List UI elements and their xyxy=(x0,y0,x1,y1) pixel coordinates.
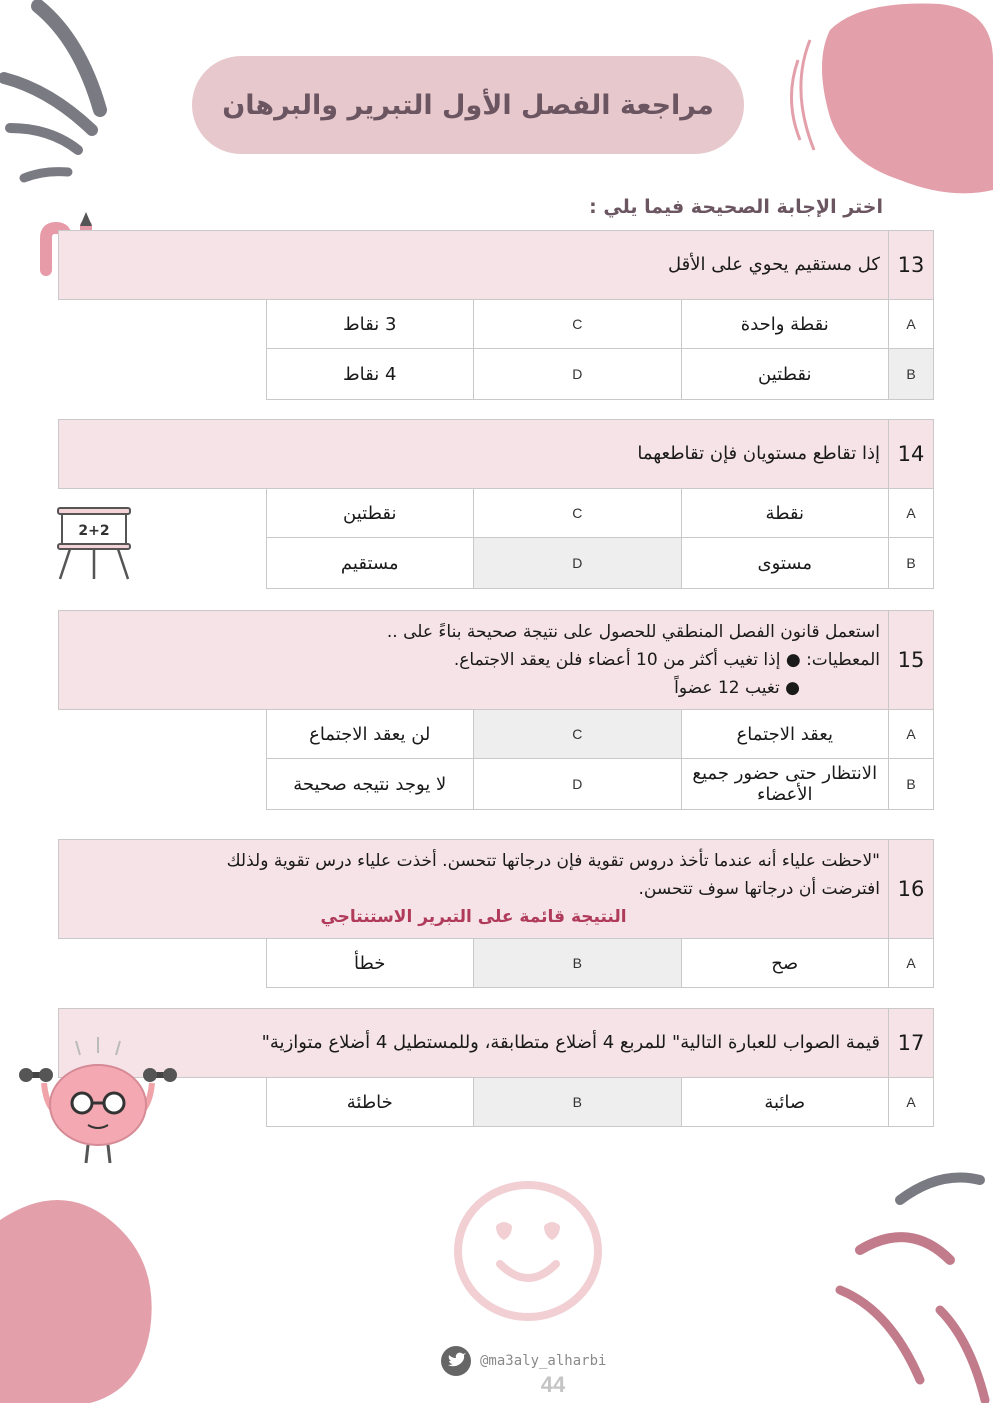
option-letter-d: D xyxy=(474,759,682,810)
easel-board-icon xyxy=(56,505,132,581)
option-a[interactable]: صائبة xyxy=(681,1078,889,1127)
page-number: 44 xyxy=(540,1372,566,1397)
twitter-icon[interactable] xyxy=(440,1345,472,1377)
option-letter-b: B xyxy=(889,349,934,400)
question-emphasis: النتيجة قائمة على التبرير الاستنتاجي xyxy=(320,907,627,927)
option-letter-a: A xyxy=(889,300,934,349)
option-letter-c: C xyxy=(474,489,682,538)
option-a[interactable]: نقطة xyxy=(681,489,889,538)
question-number: 17 xyxy=(889,1009,934,1078)
question-number: 13 xyxy=(889,231,934,300)
page-title: مراجعة الفصل الأول التبرير والبرهان xyxy=(222,89,714,121)
option-letter-c: C xyxy=(474,300,682,349)
option-letter-a: A xyxy=(889,710,934,759)
question-15-table xyxy=(58,610,934,810)
question-number: 14 xyxy=(889,420,934,489)
question-text: قيمة الصواب للعبارة التالية" للمربع 4 أضلاع متطابقة، وللمستطيل 4 أضلاع متوازية" xyxy=(59,1009,889,1078)
title-banner xyxy=(192,56,744,154)
option-letter-a: A xyxy=(889,489,934,538)
option-d[interactable]: مستقيم xyxy=(266,538,474,589)
question-text: "لاحظت علياء أنه عندما تأخذ دروس تقوية فإن درجاتها تتحسن. أخذت علياء درس تقوية ولذلك افترضت أن درجاتها سوف تتحسن. النتيجة قائمة على التبرير الاستنتاجي xyxy=(59,840,889,939)
option-b[interactable]: خطأ xyxy=(266,939,474,988)
question-13-table xyxy=(58,230,934,400)
option-b[interactable]: مستوى xyxy=(681,538,889,589)
question-number: 15 xyxy=(889,611,934,710)
option-a[interactable]: نقطة واحدة xyxy=(681,300,889,349)
option-letter-a: A xyxy=(889,1078,934,1127)
option-b[interactable]: نقطتين xyxy=(681,349,889,400)
question-16-table xyxy=(58,839,934,988)
option-a[interactable]: يعقد الاجتماع xyxy=(681,710,889,759)
option-letter-b: B xyxy=(889,759,934,810)
option-b[interactable]: الانتظار حتى حضور جميع الأعضاء xyxy=(681,759,889,810)
question-text: كل مستقيم يحوي على الأقل xyxy=(59,231,889,300)
option-b[interactable]: خاطئة xyxy=(266,1078,474,1127)
option-d[interactable]: 4 نقاط xyxy=(266,349,474,400)
top-right-blob-decoration xyxy=(770,0,993,200)
easel-text: 2+2 xyxy=(78,523,110,539)
option-letter-c: C xyxy=(474,710,682,759)
question-text: استعمل قانون الفصل المنطقي للحصول على نتيجة صحيحة بناءً على .. المعطيات: ● إذا تغيب أكثر من 10 أعضاء فلن يعقد الاجتماع. ● تغيب 12 عضواً xyxy=(59,611,889,710)
top-left-strokes-decoration xyxy=(0,0,140,200)
option-c[interactable]: 3 نقاط xyxy=(266,300,474,349)
bottom-right-strokes-decoration xyxy=(820,1160,993,1403)
question-17-table xyxy=(58,1008,934,1127)
bottom-left-blob-decoration xyxy=(0,1180,180,1403)
question-14-table xyxy=(58,419,934,589)
smiley-face-icon xyxy=(452,1180,604,1322)
option-letter-d: D xyxy=(474,349,682,400)
question-number: 16 xyxy=(889,840,934,939)
option-letter-d: D xyxy=(474,538,682,589)
brain-mascot-icon xyxy=(16,1035,181,1170)
option-d[interactable]: لا يوجد نتيجه صحيحة xyxy=(266,759,474,810)
social-handle[interactable]: @ma3aly_alharbi xyxy=(480,1353,607,1369)
question-text: إذا تقاطع مستويان فإن تقاطعهما xyxy=(59,420,889,489)
option-letter-a: A xyxy=(889,939,934,988)
option-letter-b: B xyxy=(474,1078,682,1127)
option-letter-b: B xyxy=(474,939,682,988)
option-c[interactable]: نقطتين xyxy=(266,489,474,538)
option-letter-b: B xyxy=(889,538,934,589)
instruction-text: اختر الإجابة الصحيحة فيما يلي : xyxy=(589,196,883,218)
option-c[interactable]: لن يعقد الاجتماع xyxy=(266,710,474,759)
option-a[interactable]: صح xyxy=(681,939,889,988)
